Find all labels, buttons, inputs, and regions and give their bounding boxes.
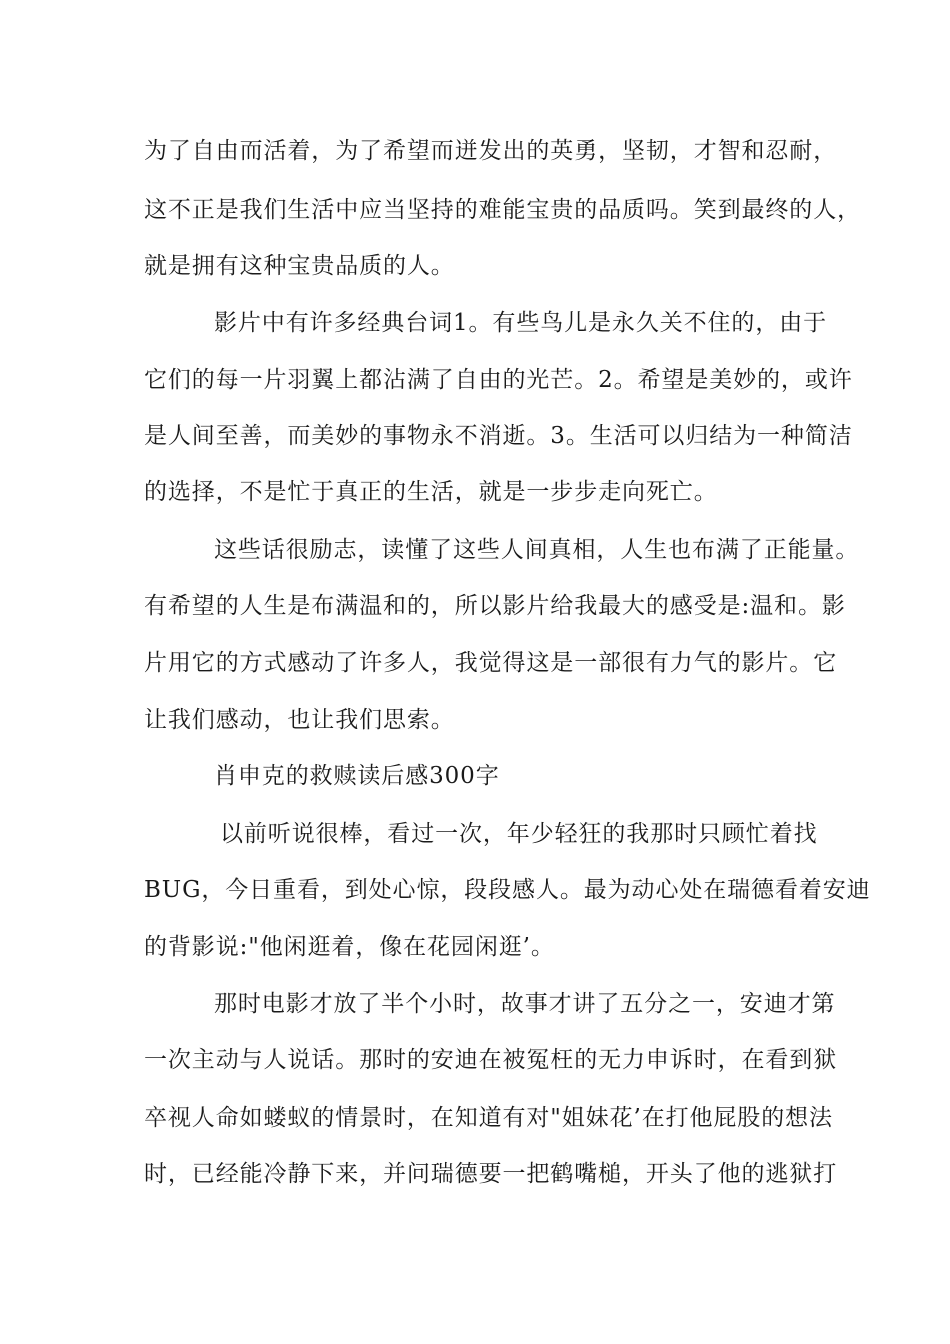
text-line: 是人间至善，而美妙的事物永不消逝。3。生活可以归结为一种简洁 bbox=[144, 423, 853, 449]
paragraph-first-line: 影片中有许多经典台词1。有些鸟儿是永久关不住的，由于 bbox=[214, 310, 828, 336]
text-line: 有希望的人生是布满温和的，所以影片给我最大的感受是:温和。影 bbox=[144, 593, 846, 619]
text-line: 就是拥有这种宝贵品质的人。 bbox=[144, 253, 455, 279]
text-line: 片用它的方式感动了许多人，我觉得这是一部很有力气的影片。它 bbox=[144, 650, 838, 676]
text-line: 的选择，不是忙于真正的生活，就是一步步走向死亡。 bbox=[144, 479, 718, 505]
paragraph-first-line: 这些话很励志，读懂了这些人间真相，人生也布满了正能量。 bbox=[214, 537, 860, 563]
text-line: 让我们感动，也让我们思索。 bbox=[144, 707, 455, 733]
section-heading: 肖申克的救赎读后感300字 bbox=[214, 763, 500, 789]
paragraph-first-line: 以前听说很棒，看过一次，年少轻狂的我那时只顾忙着找 bbox=[220, 821, 818, 847]
paragraph-first-line: 那时电影才放了半个小时，故事才讲了五分之一，安迪才第 bbox=[214, 991, 836, 1017]
text-line: 卒视人命如蝼蚁的情景时，在知道有对"姐妹花’在打他屁股的想法 bbox=[144, 1105, 833, 1131]
text-line: 的背影说:"他闲逛着，像在花园闲逛’。 bbox=[144, 934, 555, 960]
text-line: 这不正是我们生活中应当坚持的难能宝贵的品质吗。笑到最终的人， bbox=[144, 197, 861, 223]
text-line: 时，已经能冷静下来，并问瑞德要一把鹤嘴槌，开头了他的逃狱打 bbox=[144, 1161, 838, 1187]
text-line: BUG，今日重看，到处心惊，段段感人。最为动心处在瑞德看着安迪 bbox=[144, 877, 871, 903]
text-line: 为了自由而活着，为了希望而迸发出的英勇，坚韧，才智和忍耐， bbox=[144, 138, 838, 164]
text-line: 一次主动与人说话。那时的安迪在被冤枉的无力申诉时，在看到狱 bbox=[144, 1047, 838, 1073]
text-line: 它们的每一片羽翼上都沾满了自由的光芒。2。希望是美妙的，或许 bbox=[144, 367, 853, 393]
